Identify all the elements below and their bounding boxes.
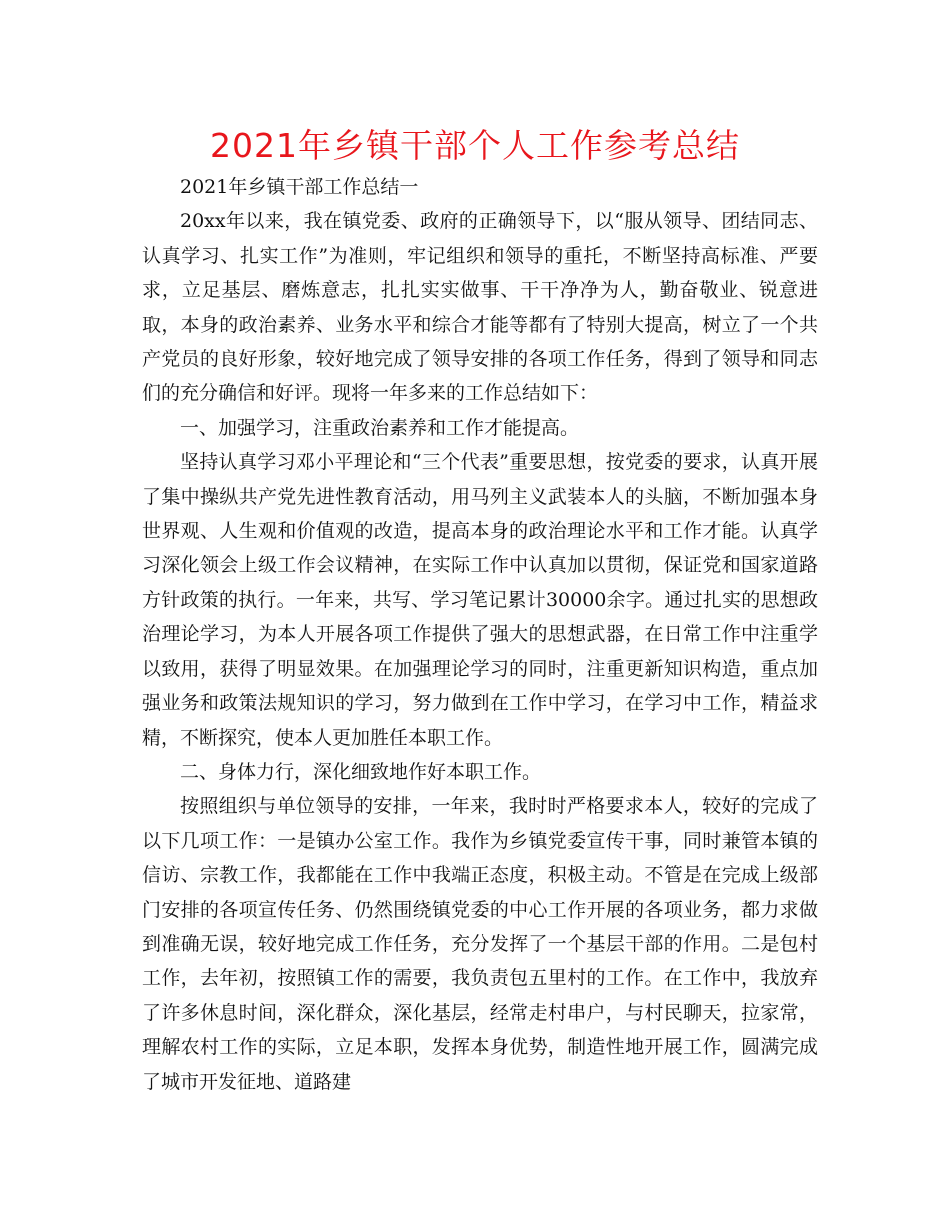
document-body [142,170,818,1099]
section-heading: 二、身体力行，深化细致地作好本职工作。 [180,760,542,783]
document-title: 2021年乡镇干部个人工作参考总结 [210,126,740,165]
section-heading: 一、加强学习，注重政治素养和工作才能提高。 [180,416,580,439]
body-paragraph: 按照组织与单位领导的安排，一年来，我时时严格要求本人，较好的完成了以下几项工作：一是镇办公室工作。我作为乡镇党委宣传干事，同时兼管本镇的信访、宗教工作，我都能在工作中我端正态度，积极主动。不管是在完成上级部门安排的各项宣传任务、仍然围绕镇党委的中心工作开展的各项业务，都力求做到准确无误，较好地完成工作任务，充分发挥了一个基层干部的作用。二是包村工作，去年初，按照镇工作的需要，我负责包五里村的工作。在工作中，我放弃了许多休息时间，深化群众，深化基层，经常走村串户，与村民聊天，拉家常，理解农村工作的实际，立足本职，发挥本身优势，制造性地开展工作，圆满完成了城市开发征地、道路建 [142,795,818,1093]
body-paragraph: 20xx年以来，我在镇党委、政府的正确领导下，以“服从领导、团结同志、认真学习、扎实工作”为准则，牢记组织和领导的重托，不断坚持高标准、严要求，立足基层、磨炼意志，扎扎实实做事、干干净净为人，勤奋敬业、锐意进取，本身的政治素养、业务水平和综合才能等都有了特别大提高，树立了一个共产党员的良好形象，较好地完成了领导安排的各项工作任务，得到了领导和同志们的充分确信和好评。现将一年多来的工作总结如下： [142,210,818,405]
body-paragraph: 坚持认真学习邓小平理论和“三个代表”重要思想，按党委的要求，认真开展了集中操纵共产党先进性教育活动，用马列主义武装本人的头脑，不断加强本身世界观、人生观和价值观的改造，提高本身的政治理论水平和工作才能。认真学习深化领会上级工作会议精神，在实际工作中认真加以贯彻，保证党和国家道路方针政策的执行。一年来，共写、学习笔记累计30000余字。通过扎实的思想政治理论学习，为本人开展各项工作提供了强大的思想武器，在日常工作中注重学以致用，获得了明显效果。在加强理论学习的同时，注重更新知识构造，重点加强业务和政策法规知识的学习，努力做到在工作中学习，在学习中工作，精益求精，不断探究，使本人更加胜任本职工作。 [142,451,818,749]
section-heading: 2021年乡镇干部工作总结一 [180,176,419,198]
